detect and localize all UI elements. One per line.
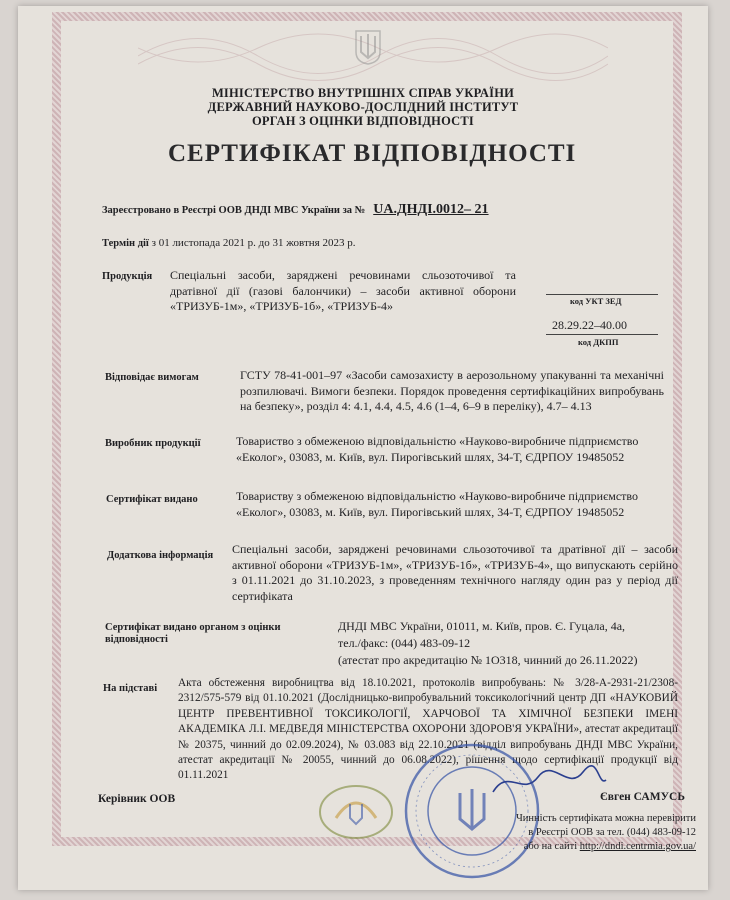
code-line-bottom	[546, 334, 658, 335]
basis-label: На підставі	[103, 683, 158, 694]
issuer-label-line-1: Сертифікат видано органом з оцінки	[105, 622, 281, 633]
certificate-title: СЕРТИФІКАТ ВІДПОВІДНОСТІ	[168, 140, 577, 167]
trident-emblem-icon	[353, 28, 383, 66]
validity-line	[102, 233, 502, 252]
certificate-paper	[18, 6, 708, 890]
signature-icon	[488, 762, 608, 802]
head-name: Євген САМУСЬ	[600, 791, 685, 803]
institute-heading: ДЕРЖАВНИЙ НАУКОВО-ДОСЛІДНИЙ ІНСТИТУТ	[207, 100, 519, 114]
note-prefix: або на сайті	[523, 841, 580, 852]
issued-to-label: Сертифікат видано	[106, 494, 198, 505]
manufacturer-label: Виробник продукції	[105, 438, 201, 449]
manufacturer-text: Товариство з обмеженою відповідальністю «Науково-виробниче підприємство «Еколог», 03083, м. Київ, вул. Пирогівський шлях, 34-Т, ЄДРПОУ 19485052	[236, 434, 639, 464]
note-line-1: Чинність сертифіката можна перевірити	[515, 813, 696, 824]
basis-text: Акта обстеження виробництва від 18.10.2021, протоколів випробувань: № 3/28-А-2931-21/2308-2312/575-579 від 01.10.2021 (Дослідницько-випробувальний токсикологічний центр ДП «НАУКОВИЙ ЦЕНТР ПРЕВЕНТИВНОЇ ТОКСИКОЛОГІЇ, ХАРЧОВОЇ ТА ХІМІЧНОЇ БЕЗПЕКИ ІМЕНІ АКАДЕМІКА Л.І. МЕДВЕДЯ МІНІСТЕРСТВА ОХОРОНИ ЗДОРОВ'Я УКРАЇНИ», атестат акредитації № 20375, чинний до 02.09.2024), № 03.083 від 22.10.2021 (відділ випробувань ДНДІ МВС України, атестат акредитації № 20055, чинний до 06.08.2022), рішення щодо сертифікації продукції від 01.11.2021	[178, 677, 678, 782]
hs-code-value: 28.29.22–40.00	[552, 318, 627, 332]
issuer-label-line-2: відповідності	[105, 634, 168, 645]
note-line-2: в Реєстрі ООВ за тел. (044) 483-09-12	[528, 827, 696, 838]
note-line-3	[486, 840, 696, 854]
registration-label: Зареєстровано в Реєстрі ООВ ДНДІ МВС України за №	[102, 205, 366, 216]
dkpp-code-label: код ДКПП	[578, 337, 619, 347]
code-line-top	[546, 294, 658, 295]
requirements-label: Відповідає вимогам	[105, 372, 199, 383]
registry-website-link[interactable]: http://dndi.centrmia.gov.ua/	[579, 841, 696, 852]
product-text: Спеціальні засоби, заряджені речовинами сльозоточивої та дратівної дії (газові балончики) – засоби активної оборони «ТРИЗУБ-1м», «ТРИЗУБ-1б», «ТРИЗУБ-4»	[170, 268, 516, 314]
issuer-label	[105, 622, 315, 646]
issuer-address: ДНДІ МВС України, 01011, м. Київ, пров. Є. Гуцала, 4а,	[338, 619, 626, 633]
ministry-heading: МІНІСТЕРСТВО ВНУТРІШНІХ СПРАВ УКРАЇНИ	[211, 86, 515, 100]
ministry-emblem-icon	[316, 782, 396, 842]
requirements-text: ГСТУ 78-41-001–97 «Засоби самозахисту в аерозольному упакуванні та механічні розпилювачі. Вимоги безпеки. Порядок проведення сертифікаційних випробувань на безпеку», розділ 4: 4.1, 4.4, 4.5, 4.6 (1–4, 6–9 в переліку), 4.7– 4.13	[240, 368, 664, 414]
issuer-accreditation: (атестат про акредитацію № 1О318, чинний до 26.11.2022)	[338, 653, 638, 667]
head-label: Керівник ООВ	[98, 793, 176, 805]
body-heading: ОРГАН З ОЦІНКИ ВІДПОВІДНОСТІ	[252, 114, 474, 128]
additional-info-text: Спеціальні засоби, заряджені речовинами сльозоточивої та дратівної дії – засоби активної оборони «ТРИЗУБ-1м», «ТРИЗУБ-1б», «ТРИЗУБ-4», що випускають серійно з 01.11.2021 до 31.10.2023, з проведенням технічного нагляду один раз у період дії сертифіката	[232, 542, 678, 603]
issuer-phone: тел./факс: (044) 483-09-12	[338, 636, 471, 650]
issuer-text	[338, 618, 678, 669]
verification-note	[486, 812, 696, 854]
header-block	[18, 86, 708, 128]
registration-number: UA.ДНДІ.0012– 21	[373, 202, 489, 217]
validity-dates: з 01 листопада 2021 р. до 31 жовтня 2023 р.	[148, 237, 356, 249]
issued-to-text: Товариству з обмеженою відповідальністю «Науково-виробниче підприємство «Еколог», 03083, м. Київ, вул. Пирогівський шлях, 34-Т, ЄДРПОУ 19485052	[236, 489, 639, 519]
hs-code-label: код УКТ ЗЕД	[570, 296, 622, 306]
additional-info-label: Додаткова інформація	[107, 550, 214, 561]
product-label: Продукція	[102, 271, 153, 282]
registration-line	[102, 200, 642, 218]
validity-label: Термін дії	[102, 238, 149, 249]
